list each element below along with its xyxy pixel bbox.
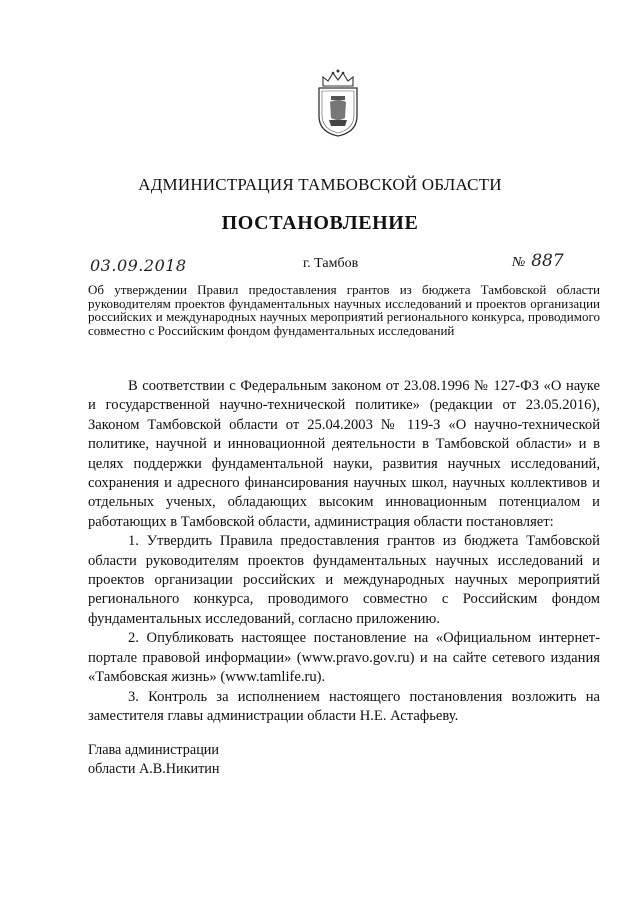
document-body: [88, 377, 600, 726]
organization-title: АДМИНИСТРАЦИЯ ТАМБОВСКОЙ ОБЛАСТИ: [138, 175, 502, 194]
number-value: 887: [531, 251, 564, 271]
item-paragraph: 3. Контроль за исполнением настоящего постановления возложить на заместителя главы администрации области Н.Е. Астафьеву.: [88, 688, 600, 724]
document-number: [512, 251, 564, 271]
preamble-paragraph: В соответствии с Федеральным законом от 23.08.1996 № 127-ФЗ «О науке и государственной научно-технической политике» (редакции от 23.05.2016), Законом Тамбовской области от 25.04.2003 № 119-З «О научно-технической политике, научной и инновационной деятельности в Тамбовской области» и в целях поддержки фундаментальной науки, развития научных исследований, сохранения и адресного финансирования научных школ, научных коллективов и отдельных ученых, обладающих высоким инновационным потенциалом и работающих в Тамбовской области, администрация области постановляет:: [88, 378, 600, 530]
item-paragraph: 2. Опубликовать настоящее постановление на «Официальном интернет-портале правовой информации» (www.pravo.gov.ru) и на сайте сетевого издания «Тамбовская жизнь» (www.tamlife.ru).: [88, 630, 600, 686]
document-subject: Об утверждении Правил предоставления грантов из бюджета Тамбовской области руководителям проектов фундаментальных научных исследований и проектов организации российских и международных научных мероприятий регионального конкурса, проводимого совместно с Российским фондом фундаментальных исследований: [88, 282, 600, 338]
document-date: 03.09.2018: [90, 256, 187, 275]
number-label: №: [512, 255, 526, 270]
document-type-title: ПОСТАНОВЛЕНИЕ: [221, 212, 419, 234]
document-city: г. Тамбов: [303, 256, 359, 271]
signature-title: Глава администрации: [88, 742, 219, 758]
tambov-coat-of-arms-icon: [313, 68, 363, 138]
signature-block: [88, 741, 219, 779]
item-paragraph: 1. Утвердить Правила предоставления грантов из бюджета Тамбовской области руководителям проектов фундаментальных научных исследований и проектов организации российских и международных научных мероприятий регионального конкурса, проводимого совместно с Российским фондом фундаментальных исследований, согласно приложению.: [88, 533, 600, 627]
signature-name: области А.В.Никитин: [88, 761, 220, 777]
